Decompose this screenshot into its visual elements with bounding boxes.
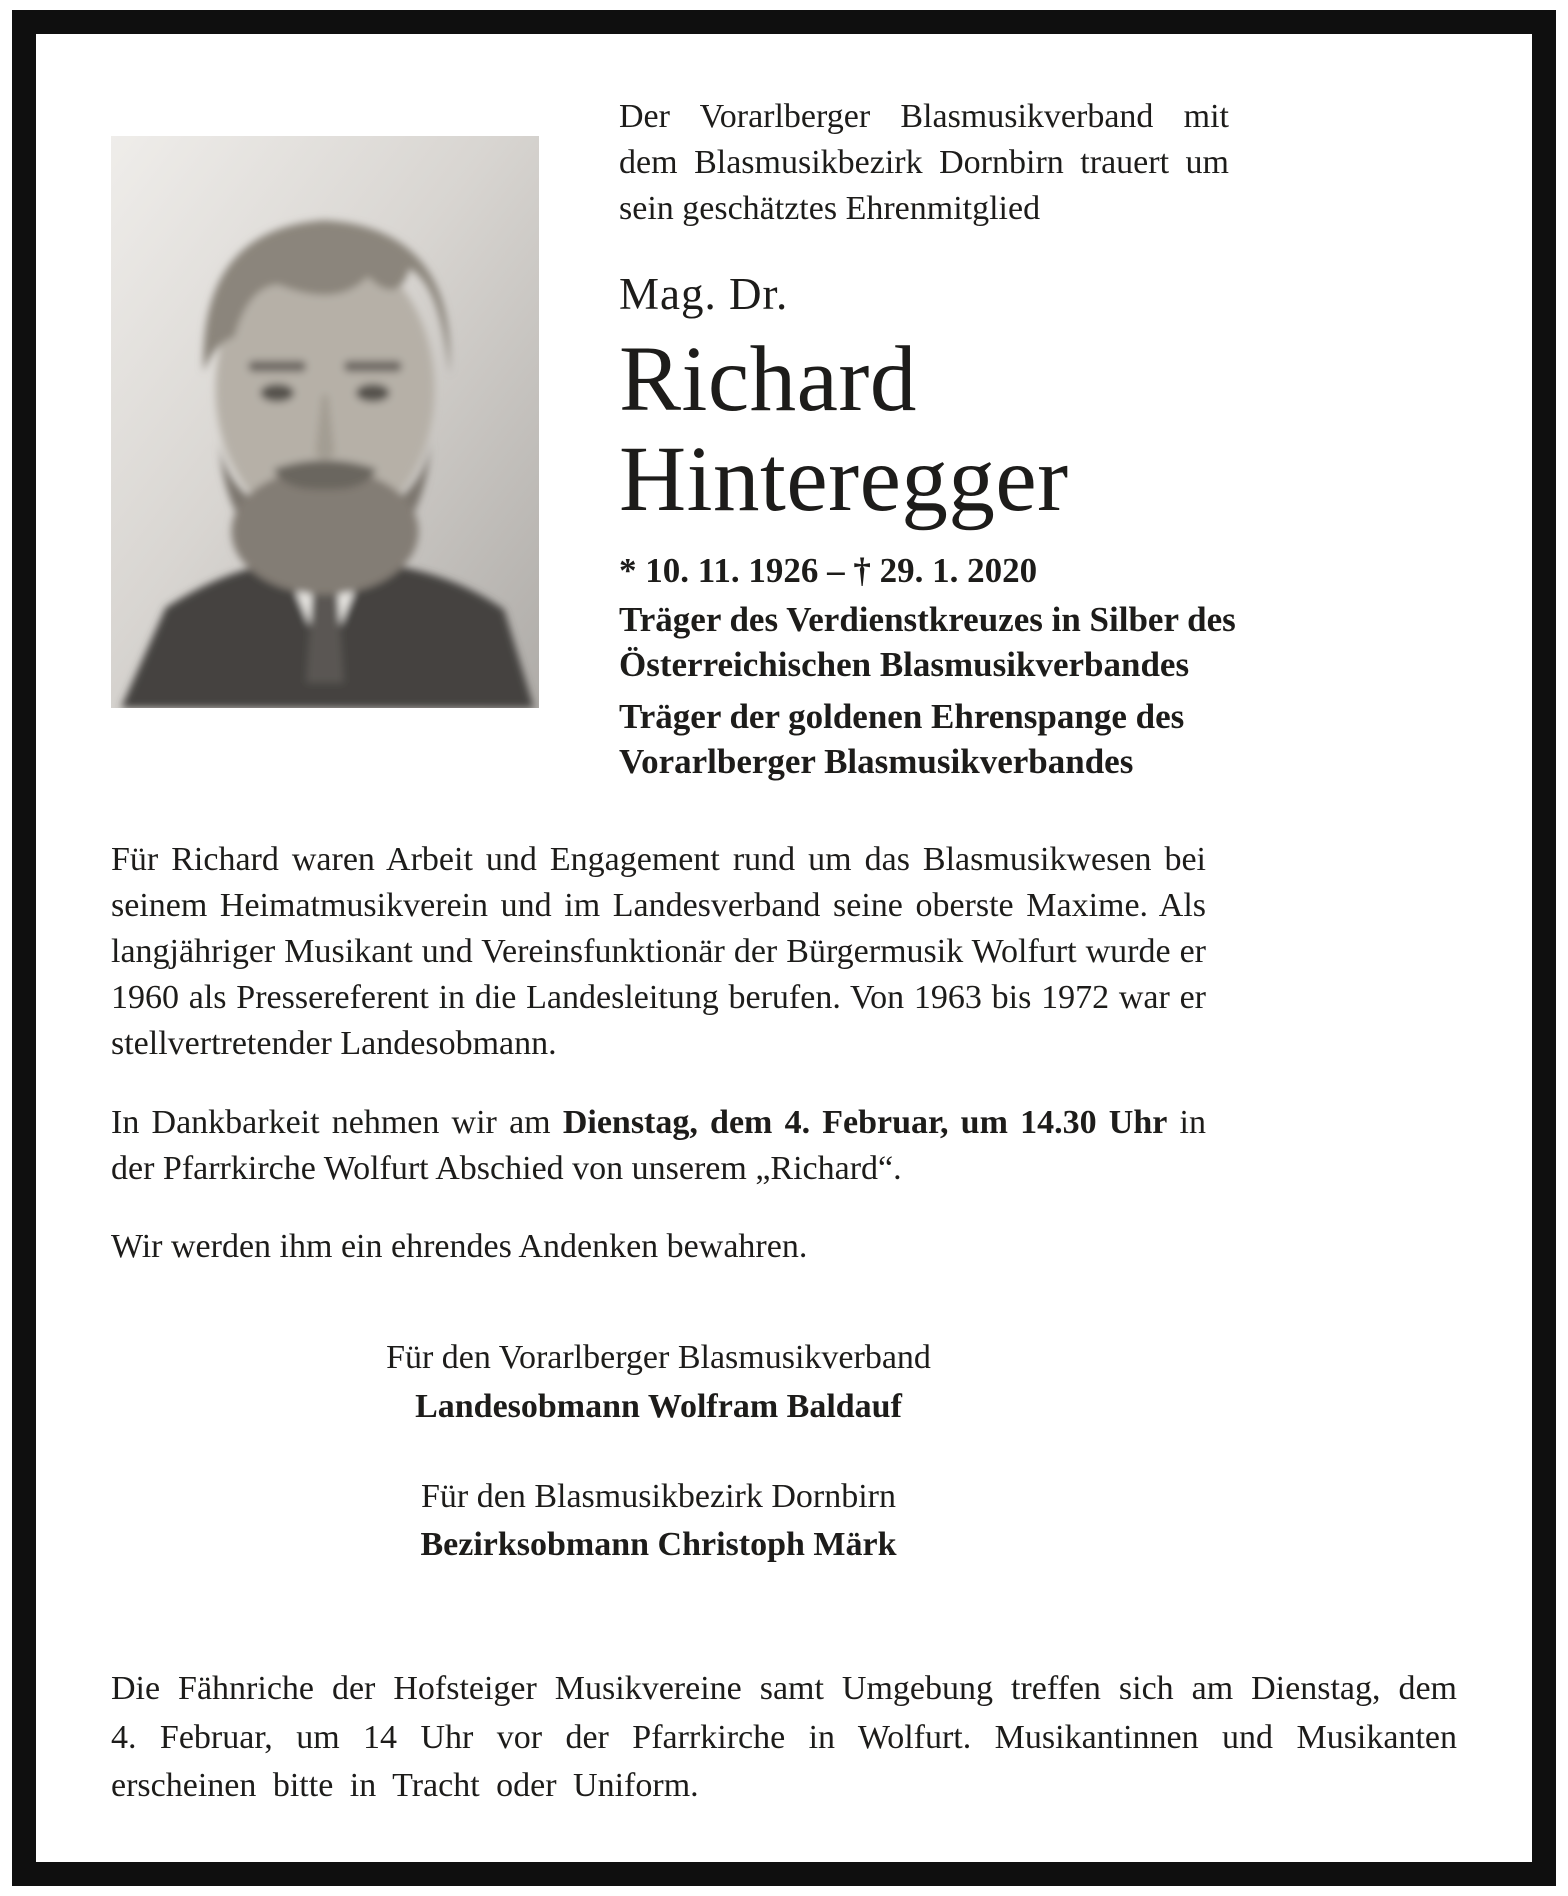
portrait-photo [111,136,539,708]
deceased-last-name: Hinteregger [619,428,1069,532]
header-section [111,92,1457,785]
paragraph-remembrance: Wir werden ihm ein ehrendes Andenken bewahren. [111,1228,808,1266]
black-frame [12,10,1556,1886]
farewell-text-post: in der Pfarrkirche Wolfurt Abschied von unserem „Richard“. [111,1103,1206,1187]
portrait-photo-graphic [111,136,539,708]
signature-person: Landesobmann Wolfram Baldauf [415,1387,902,1425]
header-text-column [619,92,1236,785]
signature-person: Bezirksobmann Christoph Märk [420,1526,897,1564]
deceased-name [619,327,1229,532]
paragraph-farewell [111,1100,1206,1192]
signature-blasmusikverband [111,1334,1206,1431]
life-dates: * 10. 11. 1926 – † 29. 1. 2020 [619,550,1038,590]
deceased-first-name: Richard [619,327,917,431]
honor-ehrenspange: Träger der goldenen Ehrenspange des Vorarlberger Blasmusikverbandes [619,696,1185,782]
paragraph-biography: Für Richard waren Arbeit und Engagement rund um das Blasmusikwesen bei seinem Heimatmusikverein und im Landesverband seine oberste Maxime. Als langjähriger Musikant und Vereinsfunktionär der Bürgermusik Wolfurt wurde er 1960 als Pressereferent in die Landesleitung berufen. Von 1963 bis 1972 war er stellvertretender Landesobmann. [111,840,1206,1063]
signature-org: Für den Blasmusikbezirk Dornbirn [421,1477,896,1515]
signature-blasmusikbezirk [111,1473,1206,1570]
farewell-datetime: Dienstag, dem 4. Februar, um 14.30 Uhr [562,1103,1168,1141]
honor-verdienstkreuz: Träger des Verdienstkreuzes in Silber des Österreichischen Blasmusikverbandes [619,599,1236,685]
signature-org: Für den Vorarlberger Blasmusikverband [386,1339,931,1377]
mourning-intro: Der Vorarlberger Blasmusikverband mit dem Blasmusikbezirk Dornbirn trauert um sein geschätztes Ehrenmitglied [619,98,1229,227]
paragraph-flagbearers-notice: Die Fähnriche der Hofsteiger Musikvereine samt Umgebung treffen sich am Dienstag, dem 4. Februar, um 14 Uhr vor der Pfarrkirche in Wolfurt. Musikantinnen und Musikanten erscheinen bitte in Tracht oder Uniform. [111,1670,1457,1805]
name-title-prefix: Mag. Dr. [619,268,789,319]
obituary-body [111,837,1457,1811]
farewell-text-pre: In Dankbarkeit nehmen wir am [111,1103,563,1141]
